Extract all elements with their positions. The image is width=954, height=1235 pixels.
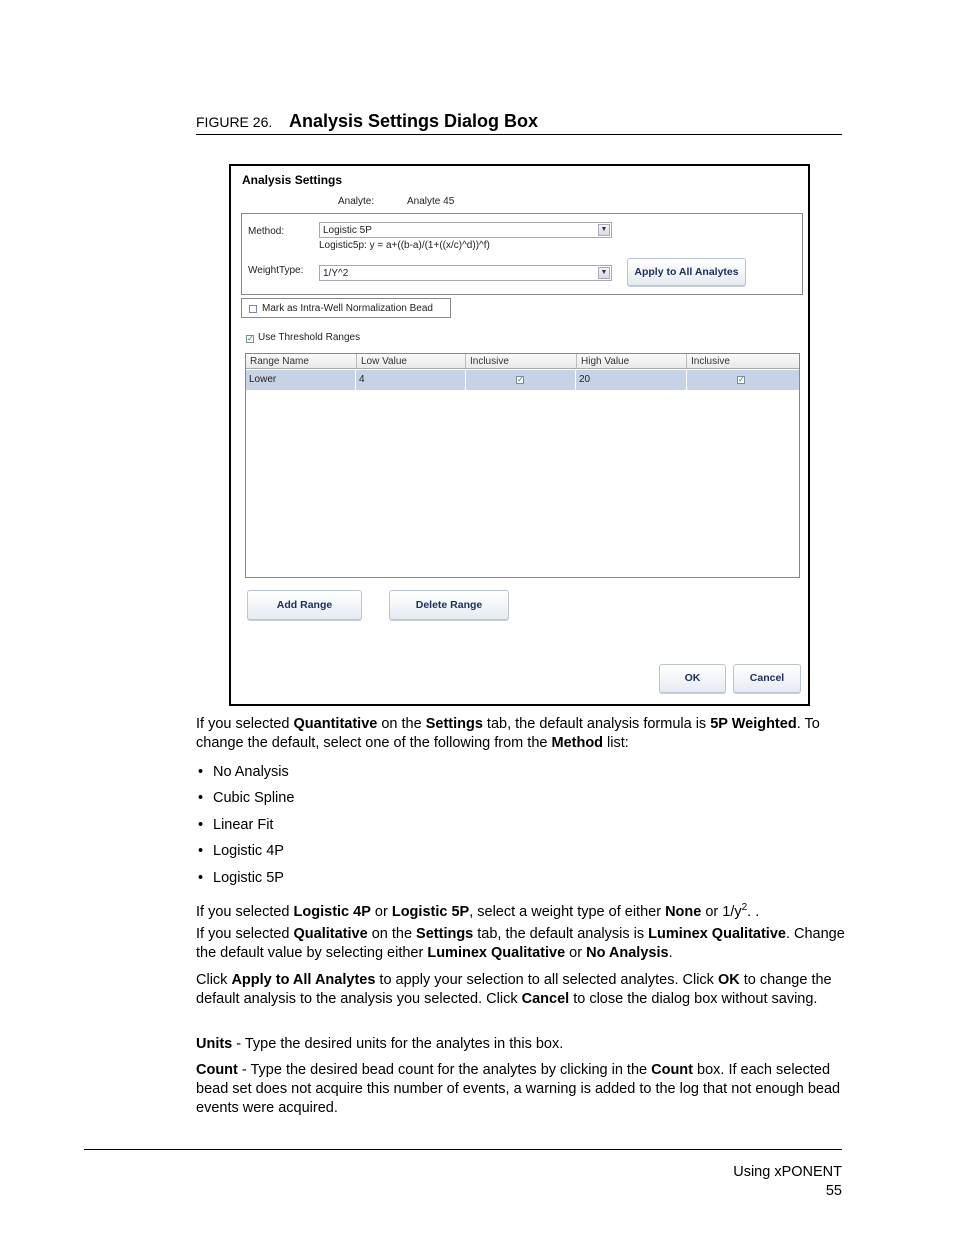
delete-range-button[interactable]: Delete Range bbox=[389, 590, 509, 620]
table-row[interactable] bbox=[246, 370, 799, 390]
intra-well-checkbox[interactable] bbox=[249, 305, 257, 313]
paragraph-weight-type: If you selected Logistic 4P or Logistic 5P, select a weight type of either None or $1/y^2$. . bbox=[196, 902, 760, 920]
high-inclusive-checkbox[interactable]: ✓ bbox=[738, 375, 745, 384]
column-header-inclusive[interactable]: Inclusive bbox=[466, 354, 577, 369]
weight-type-label: WeightType: bbox=[248, 265, 304, 276]
analyte-value: Analyte 45 bbox=[407, 196, 455, 207]
method-select[interactable] bbox=[319, 222, 612, 238]
low-value-cell[interactable]: 4 bbox=[356, 370, 466, 390]
figure-caption bbox=[196, 110, 842, 135]
chevron-down-icon[interactable]: ▼ bbox=[598, 224, 610, 236]
method-group bbox=[241, 213, 803, 295]
figure-title: Analysis Settings Dialog Box bbox=[289, 111, 539, 131]
column-header-low-value[interactable]: Low Value bbox=[357, 354, 466, 369]
method-value: Logistic 5P bbox=[323, 225, 372, 236]
cancel-button[interactable]: Cancel bbox=[733, 664, 801, 693]
footer-doc-title: Using xPONENT bbox=[733, 1164, 842, 1180]
method-label: Method: bbox=[248, 226, 285, 237]
formula-text: Logistic5p: y = a+((b-a)/(1+((x/c)^d))^f) bbox=[319, 240, 490, 251]
low-inclusive-checkbox[interactable]: ✓ bbox=[517, 375, 524, 384]
high-inclusive-cell[interactable] bbox=[687, 370, 799, 390]
column-header-inclusive-2[interactable]: Inclusive bbox=[687, 354, 799, 369]
apply-to-all-analytes-button[interactable]: Apply to All Analytes bbox=[627, 258, 746, 286]
intra-well-label: Mark as Intra-Well Normalization Bead bbox=[262, 303, 433, 314]
low-inclusive-cell[interactable] bbox=[466, 370, 576, 390]
paragraph-count: Count - Type the desired bead count for the analytes by clicking in the Count box. If each selected bead set does not acquire this number of events, a warning is added to the log that not enough bead events were acquired. bbox=[196, 1062, 841, 1116]
column-header-range-name[interactable]: Range Name bbox=[246, 354, 357, 369]
footer-divider bbox=[84, 1149, 842, 1150]
paragraph-apply-ok-cancel: Click Apply to All Analytes to apply your selection to all selected analytes. Click OK to change the default analysis to the analysis you selected. Click Cancel to close the dialog box without saving. bbox=[196, 972, 832, 1007]
analyte-label: Analyte: bbox=[338, 196, 375, 207]
footer-page-number: 55 bbox=[825, 1183, 842, 1199]
paragraph-qualitative: If you selected Qualitative on the Settings tab, the default analysis is Luminex Qualitative. Change the default value by selecting either Luminex Qualitative or No Analysis. bbox=[196, 926, 845, 961]
high-value-cell[interactable]: 20 bbox=[576, 370, 687, 390]
use-threshold-label: Use Threshold Ranges bbox=[258, 332, 361, 343]
threshold-ranges-table bbox=[245, 353, 800, 578]
paragraph-units: Units - Type the desired units for the analytes in this box. bbox=[196, 1036, 564, 1052]
figure-label: FIGURE 26. bbox=[196, 114, 273, 130]
paragraph-quantitative: If you selected Quantitative on the Settings tab, the default analysis formula is 5P Weighted. To change the default, select one of the following from the Method list: bbox=[196, 716, 820, 751]
dialog-title: Analysis Settings bbox=[242, 173, 343, 187]
weight-type-select[interactable] bbox=[319, 265, 612, 281]
chevron-down-icon[interactable]: ▼ bbox=[598, 267, 610, 279]
range-name-cell[interactable]: Lower bbox=[246, 370, 356, 390]
analysis-settings-dialog bbox=[229, 164, 810, 706]
intra-well-checkbox-box[interactable] bbox=[241, 298, 451, 318]
column-header-high-value[interactable]: High Value bbox=[577, 354, 687, 369]
use-threshold-checkbox[interactable]: ✓ bbox=[247, 334, 254, 343]
ok-button[interactable]: OK bbox=[659, 664, 726, 693]
add-range-button[interactable]: Add Range bbox=[247, 590, 362, 620]
weight-type-value: 1/Y^2 bbox=[323, 268, 349, 279]
